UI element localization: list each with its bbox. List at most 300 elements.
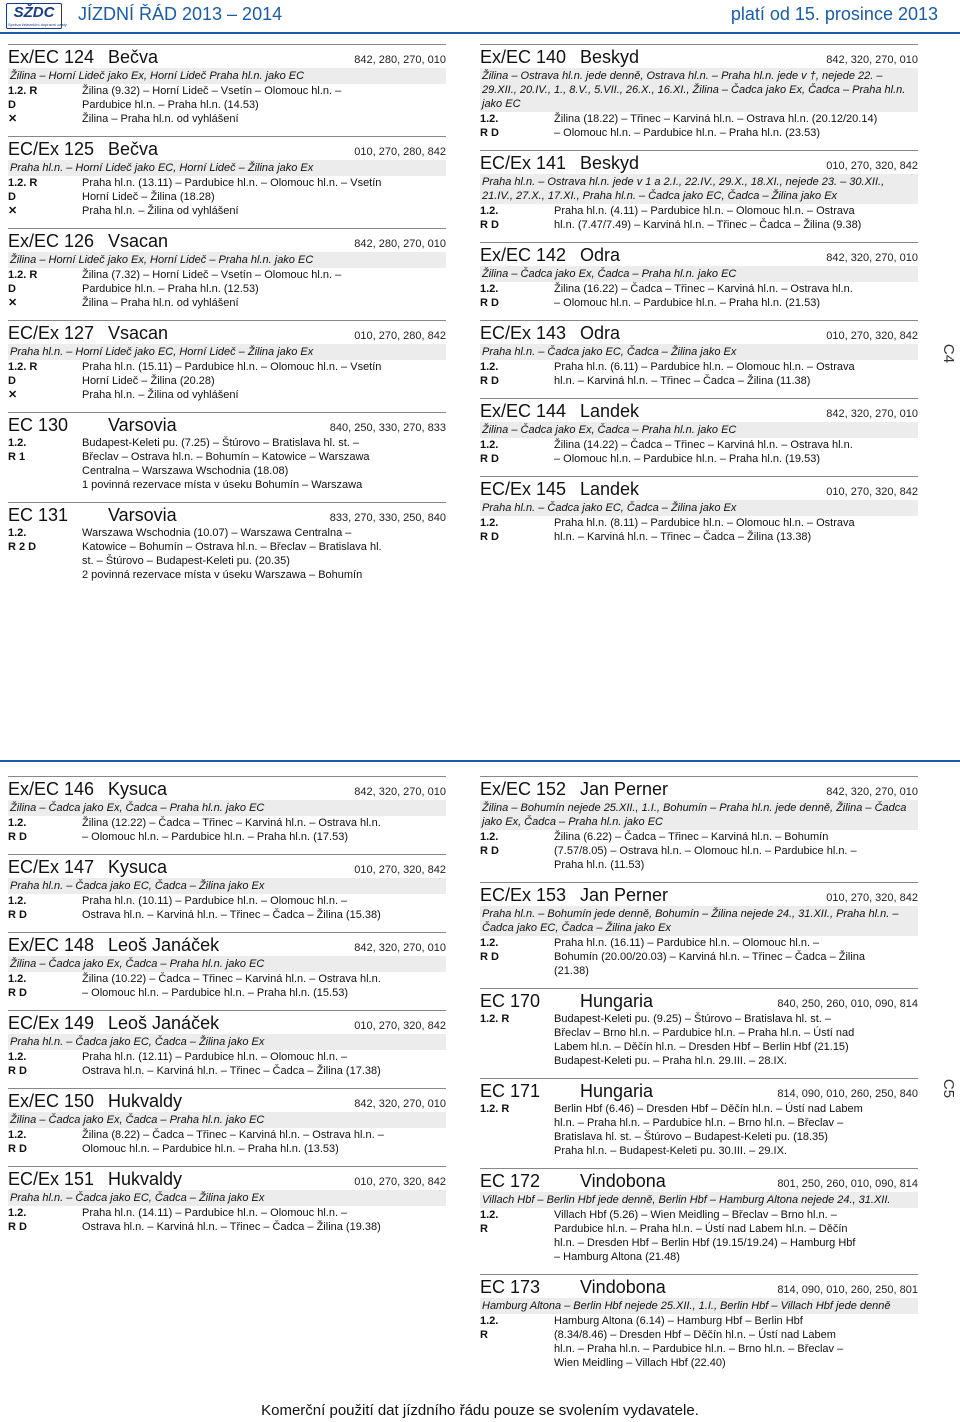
- train-row: [8, 526, 446, 540]
- service-symbols: D: [8, 99, 16, 111]
- route-text: Pardubice hl.n. – Praha hl.n. (14.53): [82, 99, 259, 111]
- train-entry: [480, 44, 918, 140]
- train-header: [8, 44, 446, 68]
- train-route-note: Hamburg Altona – Berlin Hbf nejede 25.XII., 1.I., Berlin Hbf – Villach Hbf jede denně: [480, 1298, 918, 1314]
- service-symbols: R D: [480, 219, 499, 231]
- route-text: Praha hl.n. (4.11) – Pardubice hl.n. – Olomouc hl.n. – Ostrava: [554, 205, 855, 217]
- route-text: Ostrava hl.n. – Karviná hl.n. – Třinec – Čadca – Žilina (19.38): [82, 1221, 381, 1233]
- train-row: [480, 1208, 918, 1222]
- train-row: [8, 1206, 446, 1220]
- route-text: Praha hl.n. – Budapest-Keleti pu. 30.III. – 29.IX.: [554, 1145, 787, 1157]
- train-line-numbers: 842, 320, 270, 010: [354, 1098, 446, 1110]
- train-line-numbers: 801, 250, 260, 010, 090, 814: [777, 1178, 918, 1190]
- train-route-note: Praha hl.n. – Čadca jako EC, Čadca – Žilina jako Ex: [8, 878, 446, 894]
- route-text: – Olomouc hl.n. – Pardubice hl.n. – Praha hl.n. (21.53): [554, 297, 820, 309]
- train-line-numbers: 010, 270, 320, 842: [826, 160, 918, 172]
- service-symbols: R: [480, 1223, 488, 1235]
- train-name: Bečva: [108, 47, 159, 67]
- service-symbols: R: [480, 1329, 488, 1341]
- train-route-note: Žilina – Čadca jako Ex, Čadca – Praha hl.n. jako EC: [8, 956, 446, 972]
- train-header: [8, 502, 446, 526]
- route-text: Praha hl.n. (14.11) – Pardubice hl.n. – Olomouc hl.n. –: [82, 1207, 348, 1219]
- train-row: [480, 950, 918, 964]
- service-symbols: 1.2.: [480, 1209, 499, 1221]
- train-entry: [480, 476, 918, 544]
- route-text: st. – Štúrovo – Budapest-Keleti pu. (20.35): [82, 555, 290, 567]
- train-number: Ex/EC 142: [480, 245, 567, 265]
- route-text: Praha hl.n. (15.11) – Pardubice hl.n. – Olomouc hl.n. – Vsetín: [82, 361, 382, 373]
- route-text: Horní Lideč – Žilina (20.28): [82, 375, 215, 387]
- train-entry: [8, 1088, 446, 1156]
- train-row: [480, 1314, 918, 1328]
- train-route-note: Praha hl.n. – Horní Lideč jako EC, Horní Lideč – Žilina jako Ex: [8, 160, 446, 176]
- route-text: – Olomouc hl.n. – Pardubice hl.n. – Praha hl.n. (19.53): [554, 453, 820, 465]
- train-route-note: Praha hl.n. – Čadca jako EC, Čadca – Žilina jako Ex: [8, 1034, 446, 1050]
- service-symbols: R D: [480, 531, 499, 543]
- route-text: Praha hl.n. (13.11) – Pardubice hl.n. – Olomouc hl.n. – Vsetín: [82, 177, 382, 189]
- train-route-note: Žilina – Čadca jako Ex, Čadca – Praha hl.n. jako EC: [480, 266, 918, 282]
- train-name: Hukvaldy: [108, 1169, 183, 1189]
- train-name: Odra: [580, 245, 621, 265]
- service-symbols: 1.2.: [480, 937, 499, 949]
- route-text: Praha hl.n. (12.11) – Pardubice hl.n. – Olomouc hl.n. –: [82, 1051, 348, 1063]
- train-row: [480, 1222, 918, 1236]
- train-header: [8, 320, 446, 344]
- service-symbols: 1.2. R: [8, 361, 38, 373]
- train-row: [480, 204, 918, 218]
- footer-note: Komerční použití dat jízdního řádu pouze se svolením vydavatele.: [261, 1402, 699, 1419]
- train-row: [480, 1102, 918, 1116]
- train-row: [8, 1128, 446, 1142]
- train-line-numbers: 010, 270, 320, 842: [354, 1176, 446, 1188]
- service-symbols: D: [8, 283, 16, 295]
- train-number: EC 172: [480, 1171, 541, 1191]
- route-text: Olomouc hl.n. – Pardubice hl.n. – Praha hl.n. (13.53): [82, 1143, 339, 1155]
- train-row: [8, 374, 446, 388]
- train-header: [8, 1010, 446, 1034]
- route-text: hl.n. – Karviná hl.n. – Třinec – Čadca – Žilina (11.38): [554, 375, 811, 387]
- train-row: [480, 830, 918, 844]
- document-title: JÍZDNÍ ŘÁD 2013 – 2014: [78, 4, 283, 24]
- train-entry: [480, 1274, 918, 1370]
- train-row: [8, 190, 446, 204]
- train-row: [8, 450, 446, 464]
- column-upper-right: [480, 44, 918, 554]
- train-row: [480, 1012, 918, 1026]
- train-row: [8, 464, 446, 478]
- train-line-numbers: 010, 270, 320, 842: [826, 486, 918, 498]
- train-row: [480, 1328, 918, 1342]
- service-symbols: R D: [8, 909, 27, 921]
- train-number: EC/Ex 151: [8, 1169, 95, 1189]
- logo-text: SŽDC: [13, 4, 55, 21]
- route-text: 1 povinná rezervace místa v úseku Bohumín – Warszawa: [82, 479, 363, 491]
- route-text: Žilina (10.22) – Čadca – Třinec – Karviná hl.n. – Ostrava hl.n.: [82, 973, 381, 985]
- train-entry: [480, 150, 918, 232]
- service-symbols: 1.2.: [8, 817, 27, 829]
- route-text: Žilina – Praha hl.n. od vyhlášení: [82, 113, 239, 125]
- train-number: EC/Ex 145: [480, 479, 567, 499]
- train-entry: [8, 1166, 446, 1234]
- column-lower-right: [480, 776, 918, 1380]
- service-symbols: R D: [480, 297, 499, 309]
- service-symbols: R D: [480, 845, 499, 857]
- train-entry: [480, 242, 918, 310]
- train-header: [480, 398, 918, 422]
- train-header: [480, 1274, 918, 1298]
- route-text: (8.34/8.46) – Dresden Hbf – Děčín hl.n. – Ústí nad Labem: [554, 1329, 836, 1341]
- service-symbols: R D: [8, 831, 27, 843]
- train-row: [8, 1064, 446, 1078]
- route-text: – Hamburg Altona (21.48): [554, 1251, 680, 1263]
- page-header: [0, 0, 960, 34]
- train-name: Bečva: [108, 139, 159, 159]
- train-row: [8, 540, 446, 554]
- train-header: [480, 150, 918, 174]
- route-text: Katowice – Bohumín – Ostrava hl.n. – Břeclav – Bratislava hl.: [82, 541, 382, 553]
- train-route-note: Praha hl.n. – Čadca jako EC, Čadca – Žilina jako Ex: [480, 344, 918, 360]
- train-row: [8, 1220, 446, 1234]
- service-symbols: 1.2. R: [8, 269, 38, 281]
- train-entry: [480, 1078, 918, 1158]
- train-route-note: Žilina – Horní Lideč jako Ex, Horní Lideč – Praha hl.n. jako EC: [8, 252, 446, 268]
- route-text: Warszawa Wschodnia (10.07) – Warszawa Centralna –: [82, 527, 352, 539]
- section-divider: [0, 760, 960, 762]
- train-header: [480, 1168, 918, 1192]
- route-text: hl.n. (7.47/7.49) – Karviná hl.n. – Třinec – Čadca – Žilina (9.38): [554, 219, 862, 231]
- route-text: Pardubice hl.n. – Praha hl.n. – Ústí nad Labem hl.n. – Děčín: [554, 1223, 848, 1235]
- service-symbols: 1.2.: [480, 113, 499, 125]
- train-line-numbers: 010, 270, 320, 842: [354, 864, 446, 876]
- train-row: [8, 360, 446, 374]
- train-header: [480, 476, 918, 500]
- route-text: Praha hl.n. (8.11) – Pardubice hl.n. – Olomouc hl.n. – Ostrava: [554, 517, 855, 529]
- train-row: [480, 452, 918, 466]
- service-symbols: ✕: [8, 297, 18, 309]
- validity-date: platí od 15. prosince 2013: [730, 4, 938, 24]
- service-symbols: [480, 1236, 554, 1250]
- train-row: [480, 1356, 918, 1370]
- train-name: Varsovia: [108, 415, 177, 435]
- service-symbols: R D: [480, 127, 499, 139]
- train-number: Ex/EC 144: [480, 401, 567, 421]
- train-row: [480, 374, 918, 388]
- route-text: Praha hl.n. (16.11) – Pardubice hl.n. – Olomouc hl.n. –: [554, 937, 820, 949]
- train-line-numbers: 814, 090, 010, 260, 250, 840: [777, 1088, 918, 1100]
- train-route-note: Praha hl.n. – Horní Lideč jako EC, Horní Lideč – Žilina jako Ex: [8, 344, 446, 360]
- train-entry: [8, 136, 446, 218]
- route-text: hl.n. – Praha hl.n. – Pardubice hl.n. – Brno hl.n. – Břeclav –: [554, 1343, 844, 1355]
- train-row: [8, 1050, 446, 1064]
- service-symbols: 1.2.: [480, 283, 499, 295]
- service-symbols: 1.2.: [8, 1207, 27, 1219]
- route-text: Praha hl.n. (11.53): [554, 859, 645, 871]
- train-line-numbers: 842, 320, 270, 010: [826, 786, 918, 798]
- column-upper-left: [8, 44, 446, 592]
- train-line-numbers: 010, 270, 280, 842: [354, 330, 446, 342]
- train-line-numbers: 842, 320, 270, 010: [826, 54, 918, 66]
- service-symbols: [480, 1026, 554, 1040]
- train-row: [480, 858, 918, 872]
- train-line-numbers: 840, 250, 260, 010, 090, 814: [777, 998, 918, 1010]
- train-number: EC/Ex 149: [8, 1013, 95, 1033]
- train-route-note: Praha hl.n. – Ostrava hl.n. jede v 1 a 2.I., 22.IV., 29.X., 18.XI., nejede 23. – 30.XII., 21.IV., 27.X., 17.XI., Praha hl.n. – Čadca jako EC, Čadca – Žilina jako Ex: [480, 174, 918, 204]
- train-route-note: Žilina – Bohumín nejede 25.XII., 1.I., Bohumín – Praha hl.n. jede denně, Žilina – Čadca jako Ex, Čadca – Praha hl.n. jako EC: [480, 800, 918, 830]
- train-number: EC/Ex 143: [480, 323, 567, 343]
- train-name: Vindobona: [580, 1171, 666, 1191]
- train-number: Ex/EC 126: [8, 231, 95, 251]
- train-line-numbers: 010, 270, 320, 842: [354, 1020, 446, 1032]
- train-number: EC 171: [480, 1081, 541, 1101]
- train-entry: [8, 932, 446, 1000]
- train-row: [480, 438, 918, 452]
- train-row: [480, 1250, 918, 1264]
- service-symbols: 1.2.: [480, 1315, 499, 1327]
- train-name: Odra: [580, 323, 621, 343]
- train-number: EC/Ex 127: [8, 323, 95, 343]
- service-symbols: [480, 1040, 554, 1054]
- route-text: Villach Hbf (5.26) – Wien Meidling – Břeclav – Brno hl.n. –: [554, 1209, 837, 1221]
- train-row: [8, 908, 446, 922]
- route-text: Žilina – Praha hl.n. od vyhlášení: [82, 297, 239, 309]
- route-text: hl.n. – Karviná hl.n. – Třinec – Čadca – Žilina (13.38): [554, 531, 812, 543]
- route-text: Žilina (9.32) – Horní Lideč – Vsetín – Olomouc hl.n. –: [82, 85, 342, 97]
- service-symbols: R 2 D: [8, 541, 37, 553]
- route-text: Praha hl.n. (6.11) – Pardubice hl.n. – Olomouc hl.n. – Ostrava: [554, 361, 855, 373]
- train-header: [8, 1088, 446, 1112]
- service-symbols: 1.2.: [480, 361, 499, 373]
- train-row: [8, 296, 446, 310]
- route-text: Žilina (18.22) – Třinec – Karviná hl.n. – Ostrava hl.n. (20.12/20.14): [554, 113, 878, 125]
- train-name: Jan Perner: [580, 885, 669, 905]
- train-row: [480, 964, 918, 978]
- train-number: EC/Ex 153: [480, 885, 567, 905]
- train-entry: [8, 502, 446, 582]
- service-symbols: [8, 464, 82, 478]
- service-symbols: 1.2.: [8, 973, 27, 985]
- column-lower-left: [8, 776, 446, 1244]
- train-name: Beskyd: [580, 47, 640, 67]
- service-symbols: 1.2.: [8, 437, 27, 449]
- train-number: EC/Ex 147: [8, 857, 95, 877]
- service-symbols: R D: [8, 1143, 27, 1155]
- train-name: Leoš Janáček: [108, 935, 220, 955]
- train-name: Kysuca: [108, 779, 168, 799]
- train-row: [480, 360, 918, 374]
- service-symbols: 1.2.: [480, 831, 499, 843]
- train-line-numbers: 842, 320, 270, 010: [826, 408, 918, 420]
- service-symbols: 1.2.: [480, 517, 499, 529]
- route-text: Centralna – Warszawa Wschodnia (18.08): [82, 465, 289, 477]
- route-text: Žilina (8.22) – Čadca – Třinec – Karviná hl.n. – Ostrava hl.n. –: [82, 1129, 384, 1141]
- train-number: EC 170: [480, 991, 541, 1011]
- train-row: [480, 1342, 918, 1356]
- service-symbols: [480, 1054, 554, 1068]
- section-tag-c5: C5: [939, 1078, 957, 1099]
- service-symbols: D: [8, 375, 16, 387]
- train-row: [480, 844, 918, 858]
- train-route-note: Žilina – Horní Lideč jako Ex, Horní Lideč Praha hl.n. jako EC: [8, 68, 446, 84]
- service-symbols: [480, 1130, 554, 1144]
- train-number: EC/Ex 141: [480, 153, 567, 173]
- route-text: Budapest-Keleti pu. (7.25) – Štúrovo – Bratislava hl. st. –: [82, 437, 359, 449]
- route-text: Žilina (6.22) – Čadca – Třinec – Karviná hl.n. – Bohumín: [554, 831, 829, 843]
- route-text: (21.38): [554, 965, 589, 977]
- route-text: Břeclav – Ostrava hl.n. – Bohumín – Katowice – Warszawa: [82, 451, 370, 463]
- train-row: [480, 936, 918, 950]
- service-symbols: 1.2.: [8, 895, 27, 907]
- train-line-numbers: 840, 250, 330, 270, 833: [329, 422, 446, 434]
- train-line-numbers: 010, 270, 280, 842: [354, 146, 446, 158]
- train-number: EC/Ex 125: [8, 139, 95, 159]
- train-entry: [480, 988, 918, 1068]
- service-symbols: 1.2. R: [480, 1013, 510, 1025]
- train-number: EC 131: [8, 505, 69, 525]
- train-row: [8, 388, 446, 402]
- train-row: [8, 830, 446, 844]
- header-rule: [0, 32, 960, 34]
- train-line-numbers: 842, 320, 270, 010: [354, 942, 446, 954]
- train-route-note: Praha hl.n. – Čadca jako EC, Čadca – Žilina jako Ex: [8, 1190, 446, 1206]
- route-text: hl.n. – Dresden Hbf – Berlin Hbf (19.15/19.24) – Hamburg Hbf: [554, 1237, 856, 1249]
- train-header: [480, 242, 918, 266]
- train-row: [480, 1026, 918, 1040]
- train-header: [480, 320, 918, 344]
- logo-subtext: Správa železniční dopravní cesty: [8, 22, 67, 27]
- train-route-note: Villach Hbf – Berlin Hbf jede denně, Berlin Hbf – Hamburg Altona nejede 24., 31.XII.: [480, 1192, 918, 1208]
- train-name: Jan Perner: [580, 779, 669, 799]
- train-header: [8, 228, 446, 252]
- service-symbols: R D: [8, 1221, 27, 1233]
- train-route-note: Žilina – Čadca jako Ex, Čadca – Praha hl.n. jako EC: [8, 1112, 446, 1128]
- train-row: [480, 1130, 918, 1144]
- train-row: [480, 296, 918, 310]
- train-line-numbers: 842, 320, 270, 010: [354, 786, 446, 798]
- train-header: [8, 1166, 446, 1190]
- train-number: Ex/EC 146: [8, 779, 95, 799]
- service-symbols: R D: [480, 375, 499, 387]
- train-row: [480, 1054, 918, 1068]
- service-symbols: 1.2.: [8, 1051, 27, 1063]
- route-text: Praha hl.n. (10.11) – Pardubice hl.n. – Olomouc hl.n. –: [82, 895, 348, 907]
- train-row: [8, 112, 446, 126]
- route-text: Horní Lideč – Žilina (18.28): [82, 191, 215, 203]
- train-header: [8, 412, 446, 436]
- train-row: [480, 1236, 918, 1250]
- route-text: Pardubice hl.n. – Praha hl.n. (12.53): [82, 283, 259, 295]
- train-row: [480, 530, 918, 544]
- service-symbols: [480, 1250, 554, 1264]
- train-name: Landek: [580, 479, 640, 499]
- train-name: Vsacan: [108, 323, 169, 343]
- train-line-numbers: 842, 280, 270, 010: [354, 54, 446, 66]
- route-text: Ostrava hl.n. – Karviná hl.n. – Třinec – Čadca – Žilina (15.38): [82, 909, 381, 921]
- service-symbols: 1.2. R: [8, 85, 38, 97]
- train-line-numbers: 842, 280, 270, 010: [354, 238, 446, 250]
- route-text: Praha hl.n. – Žilina od vyhlášení: [82, 205, 239, 217]
- route-text: Budapest-Keleti pu. (9.25) – Štúrovo – Bratislava hl. st. –: [554, 1013, 831, 1025]
- service-symbols: ✕: [8, 205, 18, 217]
- train-line-numbers: 833, 270, 330, 250, 840: [329, 512, 446, 524]
- szdc-logo: [6, 3, 67, 29]
- train-header: [8, 932, 446, 956]
- train-number: Ex/EC 140: [480, 47, 567, 67]
- route-text: Žilina (12.22) – Čadca – Třinec – Karviná hl.n. – Ostrava hl.n.: [82, 817, 381, 829]
- train-header: [480, 988, 918, 1012]
- train-name: Vindobona: [580, 1277, 666, 1297]
- route-text: Břeclav – Brno hl.n. – Pardubice hl.n. – Praha hl.n. – Ústí nad: [554, 1027, 855, 1039]
- train-name: Hungaria: [580, 1081, 654, 1101]
- train-entry: [8, 854, 446, 922]
- service-symbols: R D: [8, 987, 27, 999]
- train-row: [8, 816, 446, 830]
- train-row: [8, 176, 446, 190]
- route-text: – Olomouc hl.n. – Pardubice hl.n. – Praha hl.n. (23.53): [554, 127, 820, 139]
- train-name: Hungaria: [580, 991, 654, 1011]
- route-text: Ostrava hl.n. – Karviná hl.n. – Třinec – Čadca – Žilina (17.38): [82, 1065, 381, 1077]
- service-symbols: [480, 858, 554, 872]
- route-text: – Olomouc hl.n. – Pardubice hl.n. – Praha hl.n. (17.53): [82, 831, 348, 843]
- section-tag-c4: C4: [939, 343, 957, 364]
- service-symbols: 1.2.: [480, 205, 499, 217]
- train-row: [480, 1144, 918, 1158]
- train-header: [480, 1078, 918, 1102]
- service-symbols: [480, 1116, 554, 1130]
- train-number: Ex/EC 124: [8, 47, 95, 67]
- train-row: [480, 516, 918, 530]
- train-name: Hukvaldy: [108, 1091, 183, 1111]
- route-text: Bratislava hl. st. – Štúrovo – Budapest-Keleti pu. (18.35): [554, 1131, 828, 1143]
- train-line-numbers: 842, 320, 270, 010: [826, 252, 918, 264]
- route-text: Hamburg Altona (6.14) – Hamburg Hbf – Berlin Hbf: [554, 1315, 803, 1327]
- train-row: [480, 1040, 918, 1054]
- service-symbols: ✕: [8, 389, 18, 401]
- route-text: – Olomouc hl.n. – Pardubice hl.n. – Praha hl.n. (15.53): [82, 987, 348, 999]
- train-row: [8, 436, 446, 450]
- train-name: Vsacan: [108, 231, 169, 251]
- service-symbols: [8, 478, 82, 492]
- train-row: [8, 568, 446, 582]
- train-row: [8, 972, 446, 986]
- train-line-numbers: 010, 270, 320, 842: [826, 892, 918, 904]
- service-symbols: [8, 554, 82, 568]
- train-row: [480, 1116, 918, 1130]
- train-entry: [480, 1168, 918, 1264]
- train-entry: [480, 320, 918, 388]
- train-name: Beskyd: [580, 153, 640, 173]
- train-number: Ex/EC 148: [8, 935, 95, 955]
- service-symbols: [8, 568, 82, 582]
- train-name: Leoš Janáček: [108, 1013, 220, 1033]
- route-text: 2 povinná rezervace místa v úseku Warszawa – Bohumín: [82, 569, 363, 581]
- train-name: Varsovia: [108, 505, 177, 525]
- train-route-note: Žilina – Čadca jako Ex, Čadca – Praha hl.n. jako EC: [8, 800, 446, 816]
- service-symbols: ✕: [8, 113, 18, 125]
- route-text: Bohumín (20.00/20.03) – Karviná hl.n. – Třinec – Čadca – Žilina: [554, 951, 866, 963]
- train-entry: [480, 776, 918, 872]
- train-entry: [8, 228, 446, 310]
- train-row: [480, 126, 918, 140]
- route-text: hl.n. – Praha hl.n. – Pardubice hl.n. – Brno hl.n. – Břeclav –: [554, 1117, 844, 1129]
- train-row: [480, 282, 918, 296]
- service-symbols: R D: [480, 951, 499, 963]
- train-header: [8, 854, 446, 878]
- service-symbols: R 1: [8, 451, 26, 463]
- train-entry: [480, 398, 918, 466]
- train-entry: [8, 412, 446, 492]
- train-row: [8, 1142, 446, 1156]
- train-row: [8, 554, 446, 568]
